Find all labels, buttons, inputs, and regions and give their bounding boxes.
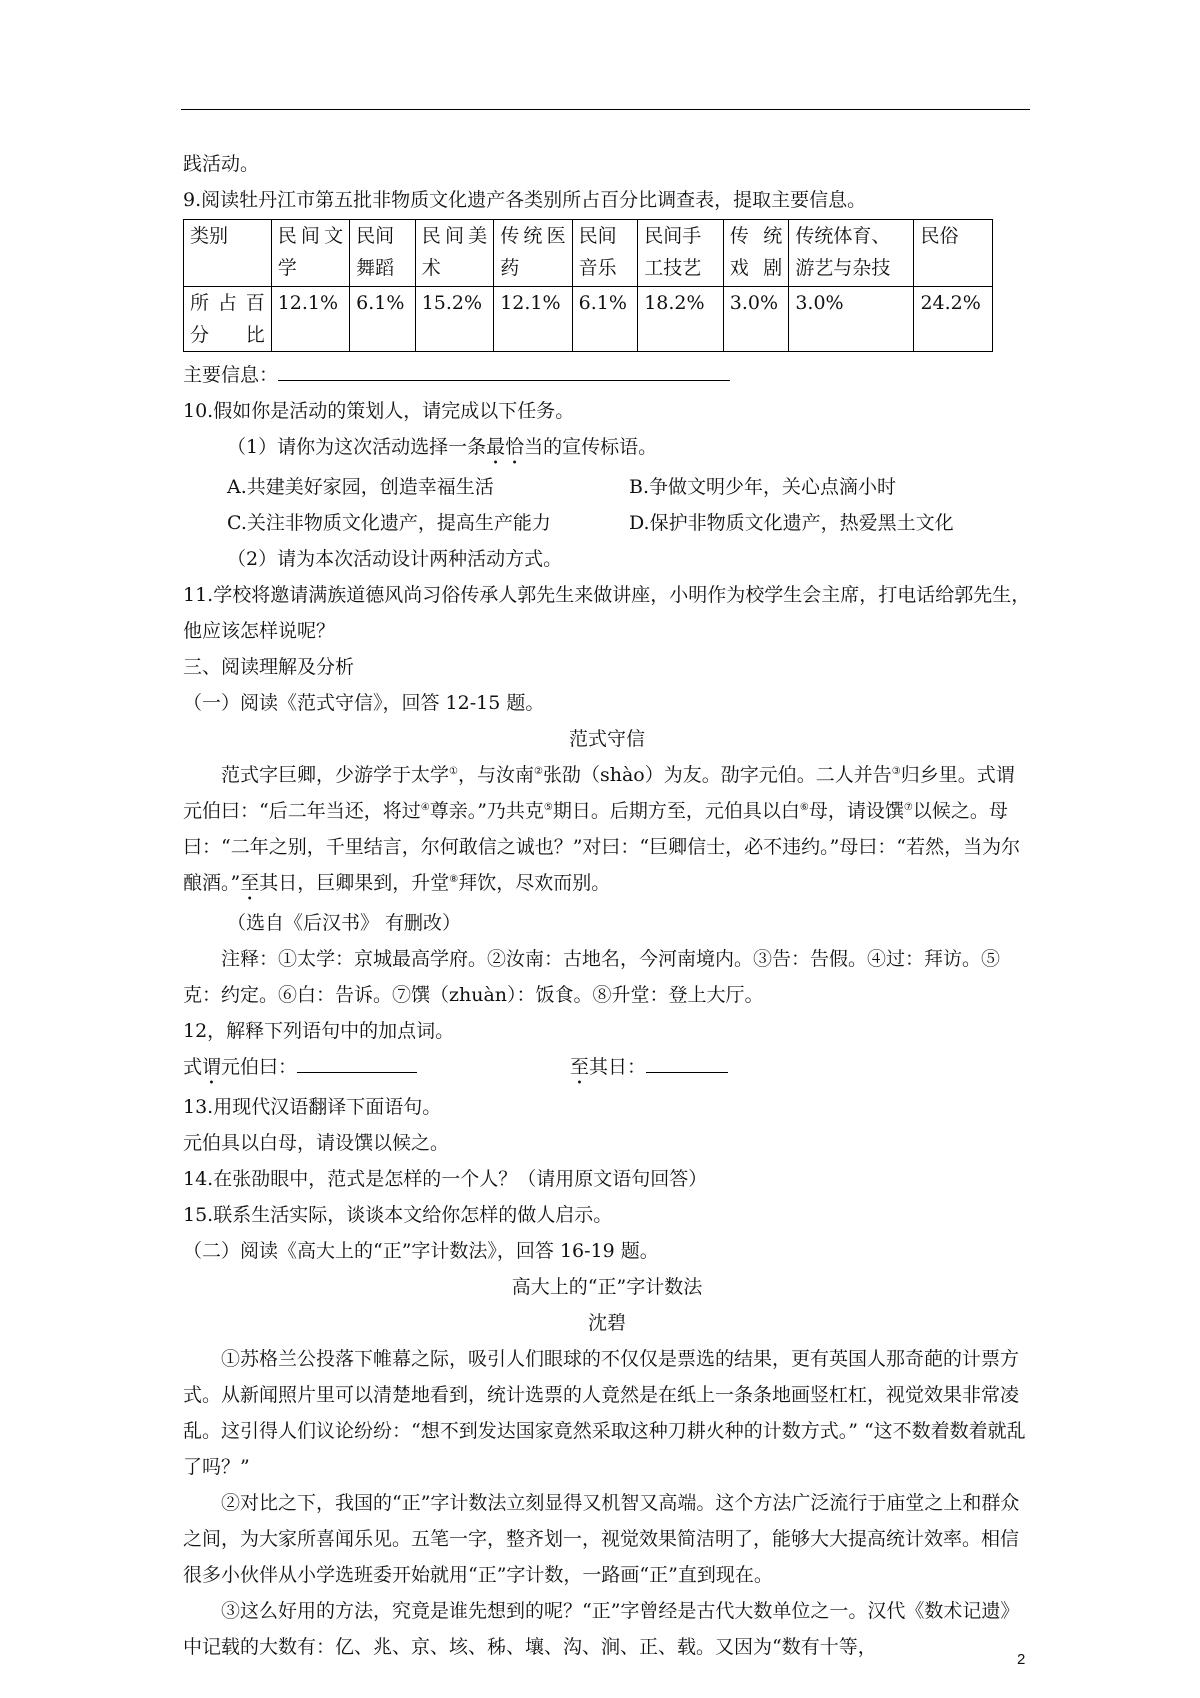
- header-rule: [181, 109, 1030, 110]
- percent-cell: 12.1%: [494, 287, 572, 352]
- answer-blank[interactable]: [297, 1050, 417, 1073]
- emphasis-text: 谓: [202, 1056, 222, 1078]
- part-2-intro: （二）阅读《高大上的“正”字计数法》，回答 16-19 题。: [183, 1240, 659, 1262]
- note-marker: ⑤: [543, 802, 553, 813]
- category-cell: 民间舞蹈: [350, 220, 416, 287]
- main-info-label: 主要信息：: [183, 364, 279, 386]
- percent-cell: 3.0%: [723, 287, 789, 352]
- emphasis-text: 最恰: [486, 436, 525, 458]
- question-10-sub1: （1）请你为这次活动选择一条最恰当的宣传标语。: [227, 436, 658, 458]
- question-14: 14.在张劭眼中，范式是怎样的一个人？（请用原文语句回答）: [183, 1168, 708, 1190]
- row-header-category: 类别: [184, 220, 272, 287]
- note-marker: ③: [891, 766, 901, 777]
- note-marker: ⑥: [799, 802, 809, 813]
- category-cell: 民俗: [914, 220, 993, 287]
- emphasis-text: 至: [240, 872, 260, 894]
- category-cell: 传统体育、游艺与杂技: [789, 220, 914, 287]
- percent-cell: 15.2%: [415, 287, 493, 352]
- heritage-percent-table: [183, 219, 993, 352]
- option-d[interactable]: D.保护非物质文化遗产，热爱黑土文化: [629, 512, 954, 534]
- part-1-intro: （一）阅读《范式守信》，回答 12-15 题。: [183, 692, 545, 714]
- question-12-prompt: 12，解释下列语句中的加点词。: [183, 1020, 455, 1042]
- continuation-text: 践活动。: [183, 153, 260, 175]
- article-paragraph-3: ③这么好用的方法，究竟是谁先想到的呢？“正”字曾经是古代大数单位之一。汉代《数术记遗》中记载的大数有：亿、兆、京、垓、秭、壤、沟、涧、正、载。又因为“数有十等，: [183, 1600, 1020, 1658]
- note-marker: ④: [420, 802, 430, 813]
- page-content: [183, 146, 1031, 1665]
- row-header-percent: 所占百分比: [184, 287, 272, 352]
- percent-cell: 6.1%: [572, 287, 638, 352]
- note-marker: ⑦: [903, 802, 913, 813]
- category-cell: 传统医药: [494, 220, 572, 287]
- category-cell: 民间文学: [271, 220, 349, 287]
- category-cell: 民间音乐: [572, 220, 638, 287]
- answer-blank[interactable]: [646, 1050, 728, 1073]
- percent-cell: 12.1%: [271, 287, 349, 352]
- question-11: 11.学校将邀请满族道德风尚习俗传承人郭先生来做讲座，小明作为校学生会主席，打电话给郭先生，他应该怎样说呢？: [183, 584, 1031, 642]
- part-2-author: 沈碧: [587, 1312, 626, 1334]
- note-marker: ②: [534, 766, 543, 777]
- question-10-prompt: 10.假如你是活动的策划人，请完成以下任务。: [183, 400, 575, 422]
- article-paragraph-1: ①苏格兰公投落下帷幕之际，吸引人们眼球的不仅仅是票选的结果，更有英国人那奇葩的计票方式。从新闻照片里可以清楚地看到，统计选票的人竟然是在纸上一条条地画竖杠杠，视觉效果非常凌乱。这引得人们议论纷纷：“想不到发达国家竟然采取这种刀耕火种的计数方式。” “这不数着数着就乱了吗？”: [183, 1348, 1026, 1478]
- question-15: 15.联系生活实际，谈谈本文给你怎样的做人启示。: [183, 1204, 613, 1226]
- article-paragraph-2: ②对比之下，我国的“正”字计数法立刻显得又机智又高端。这个方法广泛流行于庙堂之上和群众之间，为大家所喜闻乐见。五笔一字，整齐划一，视觉效果简洁明了，能够大大提高统计效率。相信很多小伙伴从小学选班委开始就用“正”字计数，一路画“正”直到现在。: [183, 1492, 1020, 1586]
- main-info-blank[interactable]: [278, 358, 730, 381]
- note-marker: ①: [449, 766, 458, 777]
- percent-cell: 3.0%: [789, 287, 914, 352]
- page-number: 2: [1017, 1651, 1026, 1668]
- part-2-title: 高大上的“正”字计数法: [511, 1276, 703, 1298]
- category-cell: 传统戏剧: [723, 220, 789, 287]
- main-info-line: [183, 357, 1031, 393]
- percent-cell: 18.2%: [638, 287, 724, 352]
- percent-cell: 6.1%: [350, 287, 416, 352]
- section-3-heading: 三、阅读理解及分析: [183, 656, 355, 678]
- note-marker: ⑧: [449, 874, 459, 885]
- option-a[interactable]: A.共建美好家园，创造幸福生活: [227, 476, 494, 498]
- percent-cell: 24.2%: [914, 287, 993, 352]
- question-9-prompt: 9.阅读牡丹江市第五批非物质文化遗产各类别所占百分比调查表，提取主要信息。: [183, 189, 867, 211]
- category-cell: 民间美术: [415, 220, 493, 287]
- passage-source: （选自《后汉书》 有删改）: [227, 912, 462, 934]
- question-13-prompt: 13.用现代汉语翻译下面语句。: [183, 1096, 442, 1118]
- emphasis-text: 至: [570, 1056, 590, 1078]
- category-row: [184, 220, 993, 287]
- option-b[interactable]: B.争做文明少年，关心点滴小时: [629, 476, 897, 498]
- passage-notes: 注释：①太学：京城最高学府。②汝南：古地名，今河南境内。③告：告假。④过：拜访。⑤克：约定。⑥白：告诉。⑦馔（zhuàn）：饭食。⑧升堂：登上大厅。: [183, 948, 1001, 1006]
- question-10-options: [183, 469, 1031, 541]
- fill-item-1: 式谓元伯曰：: [183, 1049, 570, 1089]
- option-c[interactable]: C.关注非物质文化遗产，提高生产能力: [227, 512, 551, 534]
- fill-item-2: 至其日：: [570, 1049, 957, 1089]
- question-10-sub2: （2）请为本次活动设计两种活动方式。: [227, 548, 563, 570]
- percent-row: [184, 287, 993, 352]
- classical-passage: 范式字巨卿，少游学于太学①，与汝南②张劭（shào）为友。劭字元伯。二人并告③归乡里。式谓元伯曰：“后二年当还，将过④尊亲。”乃共克⑤期日。后期方至，元伯具以白⑥母，请设馔⑦以候之。母曰：“二年之别，千里结言，尔何敢信之诚也？”对曰：“巨卿信士，必不违约。”母曰：“若然，当为尔酿酒。”至其日，巨卿果到，升堂⑧拜饮，尽欢而别。: [183, 764, 1021, 894]
- question-13-sentence: 元伯具以白母，请设馔以候之。: [183, 1132, 450, 1154]
- part-1-title: 范式守信: [568, 728, 645, 750]
- category-cell: 民间手工技艺: [638, 220, 724, 287]
- question-12-blanks: [183, 1049, 1031, 1089]
